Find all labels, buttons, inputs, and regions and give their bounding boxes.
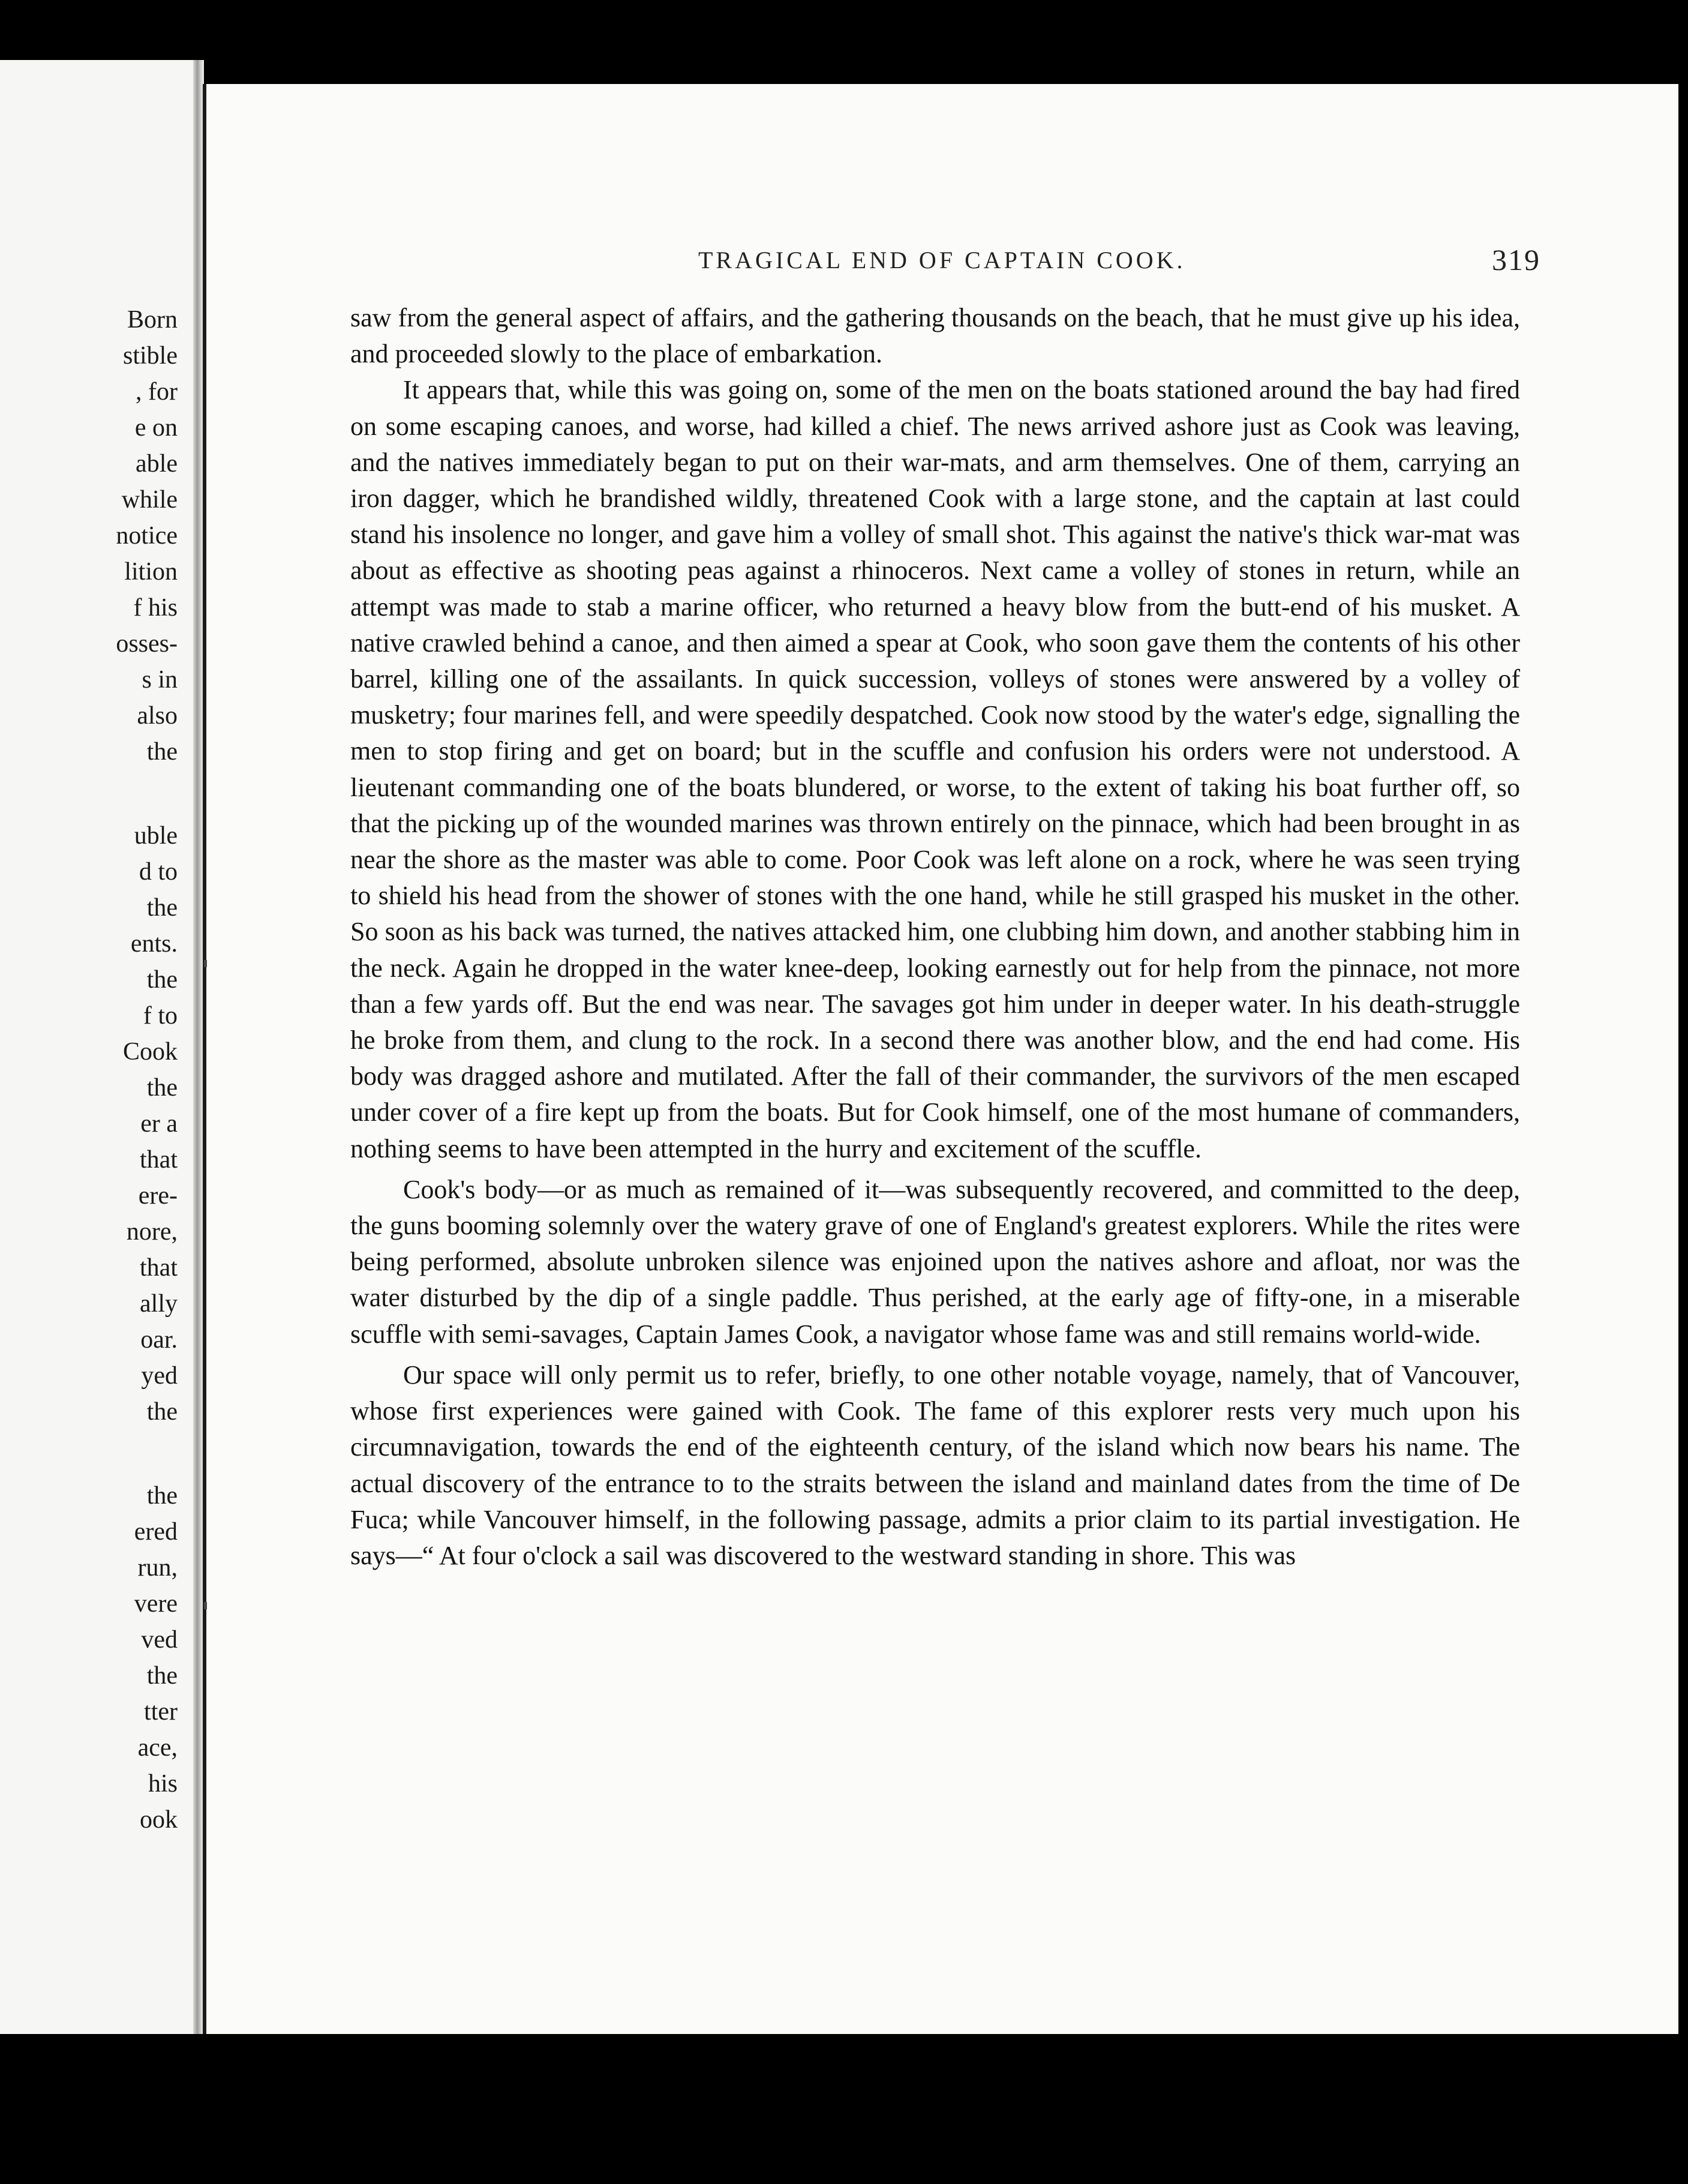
facing-page-fragment: f his [133,594,178,622]
facing-page-fragment: notice [116,522,178,550]
facing-page-fragment: the [146,894,178,922]
scan-speck [204,1602,207,1609]
facing-page-left [0,60,193,2034]
page-number: 319 [1492,243,1540,277]
facing-page-fragment: ook [140,1806,178,1834]
facing-page-fragment: ace, [137,1734,178,1762]
facing-page-fragment: ved [141,1626,178,1654]
facing-page-fragment: osses- [116,630,178,658]
facing-page-fragment: ally [140,1290,178,1318]
scan-top-border [0,0,1688,84]
facing-page-fragment: that [140,1146,178,1174]
facing-page-fragment: er a [140,1110,178,1138]
facing-page-fragment: f to [143,1002,178,1030]
facing-page-fragment: ered [134,1518,178,1546]
facing-page-fragment: the [146,738,178,766]
book-page [203,84,1678,2034]
facing-page-fragment: e on [134,414,178,442]
facing-page-fragment: d to [139,858,178,886]
facing-page-fragment: oar. [140,1326,178,1354]
running-head: TRAGICAL END OF CAPTAIN COOK. [698,247,1186,274]
facing-page-fragment: vere [134,1590,178,1618]
paragraph: saw from the general aspect of affairs, and the gathering thousands on the beach, that he must give up his idea, and proceeded slowly to the place of embarkation. [350,303,1520,369]
facing-page-fragment: while [121,486,178,514]
paragraph: Cook's body—or as much as remained of it—was subsequently recovered, and committed to the deep, the guns booming solemnly over the watery grave of one of England's greatest explorers. While the rites were being performed, absolute unbroken silence was enjoined upon the natives ashore and afloat, nor was the water disturbed by the dip of a single paddle. Thus perished, at the early age of fifty-one, in a miserable scuffle with semi-savages, Captain James Cook, a navigator whose fame was and still remains world-wide. [350,1174,1520,1349]
facing-page-fragment: Born [127,306,178,334]
facing-page-fragment: nore, [126,1218,178,1246]
facing-page-fragment: lition [124,558,178,586]
facing-page-fragment: his [148,1770,178,1798]
paragraph: It appears that, while this was going on, some of the men on the boats stationed around the bay had fired on some escaping canoes, and worse, had killed a chief. The news arrived ashore just as Cook was leaving, and the natives immediately began to put on their war-mats, and arm themselves. One of them, carrying an iron dagger, which he brandished wildly, threatened Cook with a large stone, and the captain at last could stand his insolence no longer, and gave him a volley of small shot. This against the native's thick war-mat was about as effective as shooting peas against a rhinoceros. Next came a volley of stones in return, while an attempt was made to stab a marine officer, who returned a heavy blow from the butt-end of his musket. A native crawled behind a canoe, and then aimed a spear at Cook, who soon gave them the contents of his other barrel, killing one of the assailants. In quick succession, volleys of stones were answered by a volley of musketry; four marines fell, and were speedily despatched. Cook now stood by the water's edge, signalling the men to stop firing and get on board; but in the scuffle and confusion his orders were not understood. A lieutenant commanding one of the boats blundered, or worse, to the extent of taking his boat further off, so that the picking up of the wounded marines was thrown entirely on the pinnace, which had been brought in as near the shore as the master was able to come. Poor Cook was left alone on a rock, where he was seen trying to shield his head from the shower of stones with the one hand, while he still grasped his musket in the other. So soon as his back was turned, the natives attacked him, one clubbing him down, and another stabbing him in the neck. Again he dropped in the water knee-deep, looking earnestly out for help from the pinnace, not more than a few yards off. But the end was near. The savages got him under in deeper water. In his death-struggle he broke from them, and clung to the rock. In a second there was another blow, and the end had come. His body was dragged ashore and mutilated. After the fall of their commander, the survivors of the men escaped under cover of a fire kept up from the boats. But for Cook himself, one of the most humane of commanders, nothing seems to have been attempted in the hurry and excitement of the scuffle. [350,375,1520,1163]
facing-page-fragment: Cook [122,1038,178,1066]
scan-bottom-border [0,2035,1688,2184]
facing-page-fragment: s in [142,666,178,694]
facing-page-fragment: stible [123,342,178,370]
facing-page-fragment: the [146,966,178,994]
facing-page-fragment: the [146,1398,178,1426]
facing-page-fragment: tter [144,1698,178,1726]
facing-page-fragment: also [137,702,178,730]
scan-speck [204,960,207,967]
paragraph: Our space will only permit us to refer, briefly, to one other notable voyage, namely, that of Vancouver, whose first experiences were gained with Cook. The fame of this explorer rests very much upon his circumnavigation, towards the end of the eighteenth century, of the island which now bears his name. The actual discovery of the entrance to to the straits between the island and mainland dates from the time of De Fuca; while Vancouver himself, in the following passage, admits a prior claim to its partial investigation. He says—“ At four o'clock a sail was discovered to the westward standing in shore. This was [350,1360,1520,1570]
facing-page-fragment: yed [141,1362,178,1390]
facing-page-fragment: , for [136,378,178,406]
page-body [350,300,1520,1574]
facing-page-fragment: ents. [130,930,178,958]
facing-page-fragment: run, [137,1554,178,1582]
facing-page-fragment: that [140,1254,178,1282]
facing-page-fragment: the [146,1662,178,1690]
facing-page-fragment: uble [134,822,178,850]
facing-page-fragment: the [146,1074,178,1102]
facing-page-fragment: the [146,1482,178,1510]
facing-page-fragment: able [136,450,178,478]
facing-page-fragment: ere- [138,1182,178,1210]
